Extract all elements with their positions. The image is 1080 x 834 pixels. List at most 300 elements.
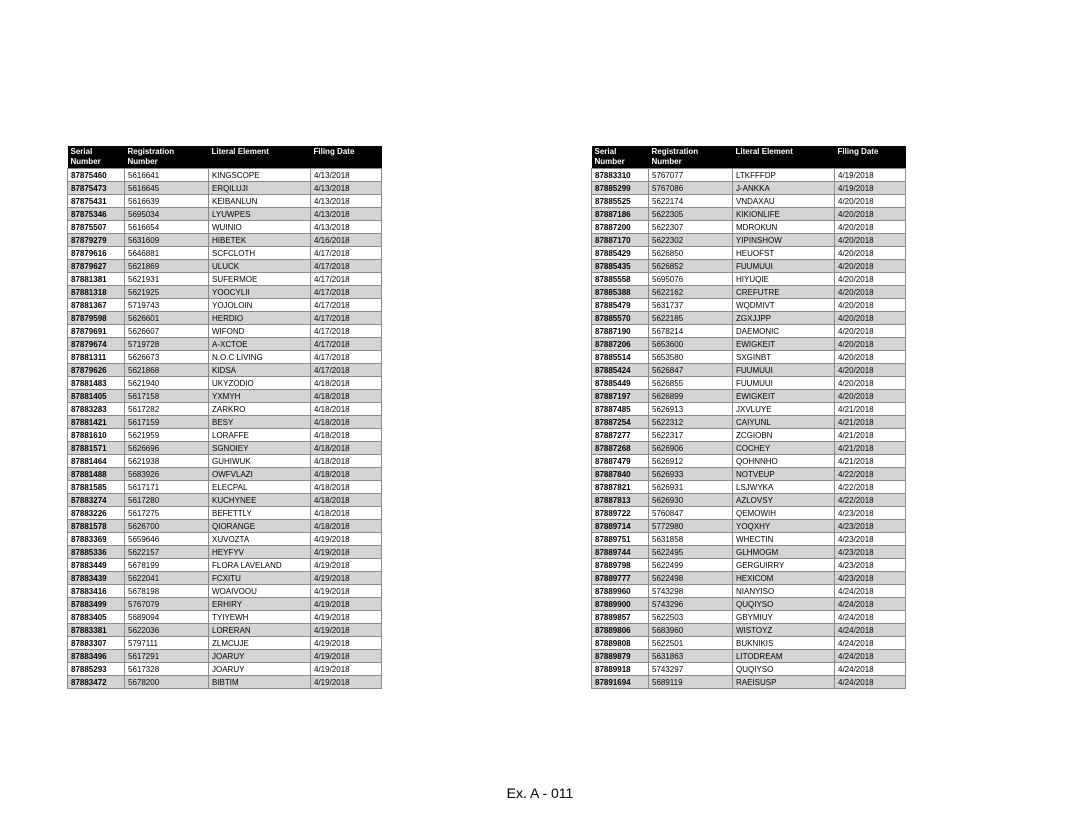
literal-element-cell: QOHNNHO [733, 455, 835, 468]
filing-date-cell: 4/21/2018 [835, 416, 906, 429]
serial-number-cell: 87875473 [68, 182, 125, 195]
serial-number-cell: 87889806 [592, 624, 649, 637]
table-row [68, 325, 382, 338]
filing-date-cell: 4/23/2018 [835, 533, 906, 546]
serial-number-cell: 87879626 [68, 364, 125, 377]
table-row [592, 533, 906, 546]
filing-date-cell: 4/18/2018 [311, 481, 382, 494]
table-row [592, 442, 906, 455]
table-row [68, 234, 382, 247]
literal-element-cell: JOARUY [209, 663, 311, 676]
serial-number-cell: 87883472 [68, 676, 125, 689]
registration-number-cell: 5626673 [125, 351, 209, 364]
table-row [68, 195, 382, 208]
filing-date-cell: 4/17/2018 [311, 312, 382, 325]
serial-number-cell: 87883283 [68, 403, 125, 416]
table-row [592, 299, 906, 312]
filing-date-cell: 4/16/2018 [311, 234, 382, 247]
literal-element-cell: FLORA LAVELAND [209, 559, 311, 572]
filing-date-cell: 4/20/2018 [835, 195, 906, 208]
registration-number-cell: 5767079 [125, 598, 209, 611]
table-row [592, 429, 906, 442]
table-row [592, 169, 906, 182]
registration-number-cell: 5617158 [125, 390, 209, 403]
serial-number-cell: 87883439 [68, 572, 125, 585]
literal-element-cell: HEUOFST [733, 247, 835, 260]
serial-number-cell: 87883499 [68, 598, 125, 611]
filing-date-cell: 4/19/2018 [311, 650, 382, 663]
serial-number-cell: 87879279 [68, 234, 125, 247]
table-row [592, 403, 906, 416]
registration-number-cell: 5678198 [125, 585, 209, 598]
literal-element-cell: RAEISUSP [733, 676, 835, 689]
table-row [592, 260, 906, 273]
serial-number-cell: 87889798 [592, 559, 649, 572]
literal-element-cell: TYIYEWH [209, 611, 311, 624]
serial-number-cell: 87883274 [68, 494, 125, 507]
filing-date-cell: 4/23/2018 [835, 572, 906, 585]
filing-date-cell: 4/13/2018 [311, 182, 382, 195]
table-row [592, 312, 906, 325]
table-header-row [592, 146, 906, 169]
literal-element-cell: KINGSCOPE [209, 169, 311, 182]
filing-date-cell: 4/24/2018 [835, 637, 906, 650]
serial-number-cell: 87875431 [68, 195, 125, 208]
serial-number-cell: 87879691 [68, 325, 125, 338]
filing-date-cell: 4/17/2018 [311, 364, 382, 377]
table-row [592, 546, 906, 559]
registration-number-cell: 5617159 [125, 416, 209, 429]
filing-date-cell: 4/18/2018 [311, 520, 382, 533]
literal-element-cell: SGNOIEY [209, 442, 311, 455]
literal-element-cell: SUFERMOE [209, 273, 311, 286]
serial-number-cell: 87889960 [592, 585, 649, 598]
header-serial-number: Serial Number [68, 146, 125, 169]
filing-date-cell: 4/19/2018 [311, 676, 382, 689]
literal-element-cell: ERHIRY [209, 598, 311, 611]
filing-date-cell: 4/21/2018 [835, 429, 906, 442]
filing-date-cell: 4/18/2018 [311, 494, 382, 507]
serial-number-cell: 87879674 [68, 338, 125, 351]
filing-date-cell: 4/23/2018 [835, 546, 906, 559]
literal-element-cell: ZARKRO [209, 403, 311, 416]
literal-element-cell: DAEMONIC [733, 325, 835, 338]
table-row [68, 559, 382, 572]
table-header-row [68, 146, 382, 169]
registration-number-cell: 5659646 [125, 533, 209, 546]
table-row [68, 429, 382, 442]
serial-number-cell: 87875507 [68, 221, 125, 234]
table-row [592, 637, 906, 650]
literal-element-cell: WISTOYZ [733, 624, 835, 637]
filing-date-cell: 4/13/2018 [311, 221, 382, 234]
registration-number-cell: 5621938 [125, 455, 209, 468]
literal-element-cell: OWFVLAZI [209, 468, 311, 481]
literal-element-cell: XUVOZTA [209, 533, 311, 546]
filing-date-cell: 4/20/2018 [835, 338, 906, 351]
registration-number-cell: 5626696 [125, 442, 209, 455]
literal-element-cell: YOOCYLII [209, 286, 311, 299]
table-row [592, 416, 906, 429]
left-trademark-table [67, 146, 382, 689]
table-row [68, 260, 382, 273]
registration-number-cell: 5616641 [125, 169, 209, 182]
literal-element-cell: YOQXHY [733, 520, 835, 533]
registration-number-cell: 5622317 [649, 429, 733, 442]
registration-number-cell: 5616645 [125, 182, 209, 195]
serial-number-cell: 87887186 [592, 208, 649, 221]
registration-number-cell: 5617171 [125, 481, 209, 494]
literal-element-cell: FCXITU [209, 572, 311, 585]
table-row [68, 663, 382, 676]
filing-date-cell: 4/20/2018 [835, 247, 906, 260]
literal-element-cell: AZLOVSY [733, 494, 835, 507]
filing-date-cell: 4/24/2018 [835, 663, 906, 676]
registration-number-cell: 5617280 [125, 494, 209, 507]
filing-date-cell: 4/24/2018 [835, 611, 906, 624]
serial-number-cell: 87881488 [68, 468, 125, 481]
filing-date-cell: 4/20/2018 [835, 208, 906, 221]
registration-number-cell: 5626850 [649, 247, 733, 260]
registration-number-cell: 5617291 [125, 650, 209, 663]
table-row [592, 455, 906, 468]
serial-number-cell: 87885388 [592, 286, 649, 299]
filing-date-cell: 4/19/2018 [311, 663, 382, 676]
serial-number-cell: 87887170 [592, 234, 649, 247]
table-row [68, 494, 382, 507]
serial-number-cell: 87889857 [592, 611, 649, 624]
registration-number-cell: 5772980 [649, 520, 733, 533]
filing-date-cell: 4/17/2018 [311, 299, 382, 312]
registration-number-cell: 5622503 [649, 611, 733, 624]
filing-date-cell: 4/19/2018 [311, 611, 382, 624]
literal-element-cell: QEMOWIH [733, 507, 835, 520]
registration-number-cell: 5621869 [125, 260, 209, 273]
registration-number-cell: 5743296 [649, 598, 733, 611]
table-row [592, 624, 906, 637]
table-row [68, 481, 382, 494]
registration-number-cell: 5622174 [649, 195, 733, 208]
filing-date-cell: 4/20/2018 [835, 221, 906, 234]
filing-date-cell: 4/22/2018 [835, 468, 906, 481]
serial-number-cell: 87885429 [592, 247, 649, 260]
filing-date-cell: 4/13/2018 [311, 169, 382, 182]
filing-date-cell: 4/24/2018 [835, 650, 906, 663]
header-filing-date: Filing Date [311, 146, 382, 169]
registration-number-cell: 5743297 [649, 663, 733, 676]
exhibit-label: Ex. A - 011 [506, 785, 574, 801]
registration-number-cell: 5622312 [649, 416, 733, 429]
registration-number-cell: 5621925 [125, 286, 209, 299]
registration-number-cell: 5767086 [649, 182, 733, 195]
serial-number-cell: 87883369 [68, 533, 125, 546]
literal-element-cell: ULUCK [209, 260, 311, 273]
registration-number-cell: 5617282 [125, 403, 209, 416]
table-row [592, 676, 906, 689]
registration-number-cell: 5622162 [649, 286, 733, 299]
registration-number-cell: 5653600 [649, 338, 733, 351]
serial-number-cell: 87883416 [68, 585, 125, 598]
table-row [592, 598, 906, 611]
serial-number-cell: 87885570 [592, 312, 649, 325]
table-row [68, 338, 382, 351]
filing-date-cell: 4/17/2018 [311, 286, 382, 299]
filing-date-cell: 4/19/2018 [311, 546, 382, 559]
filing-date-cell: 4/19/2018 [835, 182, 906, 195]
serial-number-cell: 87885558 [592, 273, 649, 286]
literal-element-cell: SCFCLOTH [209, 247, 311, 260]
filing-date-cell: 4/20/2018 [835, 377, 906, 390]
literal-element-cell: KEIBANLUN [209, 195, 311, 208]
serial-number-cell: 87883226 [68, 507, 125, 520]
registration-number-cell: 5767077 [649, 169, 733, 182]
literal-element-cell: JOARUY [209, 650, 311, 663]
filing-date-cell: 4/23/2018 [835, 507, 906, 520]
serial-number-cell: 87879627 [68, 260, 125, 273]
table-row [68, 455, 382, 468]
serial-number-cell: 87889900 [592, 598, 649, 611]
literal-element-cell: HEXICOM [733, 572, 835, 585]
registration-number-cell: 5621868 [125, 364, 209, 377]
serial-number-cell: 87881610 [68, 429, 125, 442]
registration-number-cell: 5626601 [125, 312, 209, 325]
header-literal-element: Literal Element [209, 146, 311, 169]
filing-date-cell: 4/22/2018 [835, 481, 906, 494]
table-row [68, 299, 382, 312]
literal-element-cell: GUHIWUK [209, 455, 311, 468]
filing-date-cell: 4/19/2018 [835, 169, 906, 182]
filing-date-cell: 4/18/2018 [311, 403, 382, 416]
literal-element-cell: LORAFFE [209, 429, 311, 442]
table-row [592, 351, 906, 364]
registration-number-cell: 5621931 [125, 273, 209, 286]
registration-number-cell: 5683960 [649, 624, 733, 637]
filing-date-cell: 4/18/2018 [311, 455, 382, 468]
literal-element-cell: HIYUQIE [733, 273, 835, 286]
literal-element-cell: EWIGKEIT [733, 338, 835, 351]
table-row [68, 598, 382, 611]
literal-element-cell: ZLMCUJE [209, 637, 311, 650]
registration-number-cell: 5622157 [125, 546, 209, 559]
literal-element-cell: LYUWPES [209, 208, 311, 221]
filing-date-cell: 4/20/2018 [835, 273, 906, 286]
registration-number-cell: 5646881 [125, 247, 209, 260]
header-registration-number: Registration Number [649, 146, 733, 169]
serial-number-cell: 87881367 [68, 299, 125, 312]
serial-number-cell: 87885424 [592, 364, 649, 377]
table-row [68, 286, 382, 299]
table-row [592, 390, 906, 403]
filing-date-cell: 4/20/2018 [835, 312, 906, 325]
literal-element-cell: WUINIO [209, 221, 311, 234]
table-row [68, 442, 382, 455]
table-row [68, 533, 382, 546]
table-row [592, 585, 906, 598]
filing-date-cell: 4/18/2018 [311, 429, 382, 442]
registration-number-cell: 5622498 [649, 572, 733, 585]
table-row [592, 377, 906, 390]
filing-date-cell: 4/17/2018 [311, 247, 382, 260]
literal-element-cell: ELECPAL [209, 481, 311, 494]
table-row [592, 221, 906, 234]
registration-number-cell: 5631858 [649, 533, 733, 546]
literal-element-cell: BIBTIM [209, 676, 311, 689]
serial-number-cell: 87885525 [592, 195, 649, 208]
filing-date-cell: 4/21/2018 [835, 403, 906, 416]
registration-number-cell: 5797111 [125, 637, 209, 650]
serial-number-cell: 87881381 [68, 273, 125, 286]
registration-number-cell: 5616639 [125, 195, 209, 208]
table-row [68, 273, 382, 286]
registration-number-cell: 5631609 [125, 234, 209, 247]
table-row [592, 494, 906, 507]
table-row [592, 182, 906, 195]
serial-number-cell: 87887206 [592, 338, 649, 351]
serial-number-cell: 87891694 [592, 676, 649, 689]
header-literal-element: Literal Element [733, 146, 835, 169]
registration-number-cell: 5626906 [649, 442, 733, 455]
filing-date-cell: 4/20/2018 [835, 234, 906, 247]
literal-element-cell: BUKNIKIS [733, 637, 835, 650]
literal-element-cell: YXMYH [209, 390, 311, 403]
serial-number-cell: 87885336 [68, 546, 125, 559]
filing-date-cell: 4/20/2018 [835, 325, 906, 338]
table-row [68, 637, 382, 650]
serial-number-cell: 87881571 [68, 442, 125, 455]
serial-number-cell: 87889879 [592, 650, 649, 663]
table-row [68, 611, 382, 624]
registration-number-cell: 5678214 [649, 325, 733, 338]
table-row [68, 650, 382, 663]
literal-element-cell: QIORANGE [209, 520, 311, 533]
registration-number-cell: 5622305 [649, 208, 733, 221]
serial-number-cell: 87887813 [592, 494, 649, 507]
serial-number-cell: 87887190 [592, 325, 649, 338]
table-row [592, 273, 906, 286]
literal-element-cell: QUQIYSO [733, 663, 835, 676]
serial-number-cell: 87885435 [592, 260, 649, 273]
serial-number-cell: 87887254 [592, 416, 649, 429]
registration-number-cell: 5626847 [649, 364, 733, 377]
table-row [68, 182, 382, 195]
registration-number-cell: 5622185 [649, 312, 733, 325]
table-row [68, 585, 382, 598]
serial-number-cell: 87883449 [68, 559, 125, 572]
literal-element-cell: LITODREAM [733, 650, 835, 663]
table-row [592, 208, 906, 221]
filing-date-cell: 4/23/2018 [835, 559, 906, 572]
filing-date-cell: 4/20/2018 [835, 390, 906, 403]
table-row [592, 286, 906, 299]
filing-date-cell: 4/18/2018 [311, 416, 382, 429]
table-row [592, 338, 906, 351]
registration-number-cell: 5622501 [649, 637, 733, 650]
registration-number-cell: 5621959 [125, 429, 209, 442]
serial-number-cell: 87879598 [68, 312, 125, 325]
registration-number-cell: 5622302 [649, 234, 733, 247]
filing-date-cell: 4/19/2018 [311, 585, 382, 598]
registration-number-cell: 5616654 [125, 221, 209, 234]
serial-number-cell: 87885299 [592, 182, 649, 195]
table-row [592, 195, 906, 208]
serial-number-cell: 87889714 [592, 520, 649, 533]
table-row [592, 520, 906, 533]
table-row [592, 572, 906, 585]
registration-number-cell: 5626855 [649, 377, 733, 390]
literal-element-cell: HEYFYV [209, 546, 311, 559]
registration-number-cell: 5719743 [125, 299, 209, 312]
serial-number-cell: 87881585 [68, 481, 125, 494]
registration-number-cell: 5626899 [649, 390, 733, 403]
registration-number-cell: 5683926 [125, 468, 209, 481]
literal-element-cell: KUCHYNEE [209, 494, 311, 507]
serial-number-cell: 87885514 [592, 351, 649, 364]
table-row [68, 169, 382, 182]
filing-date-cell: 4/23/2018 [835, 520, 906, 533]
table-row [68, 416, 382, 429]
literal-element-cell: LSJWYKA [733, 481, 835, 494]
literal-element-cell: N.O.C LIVING [209, 351, 311, 364]
table-row [592, 507, 906, 520]
literal-element-cell: BESY [209, 416, 311, 429]
table-row [592, 611, 906, 624]
literal-element-cell: COCHEY [733, 442, 835, 455]
table-row [68, 364, 382, 377]
right-trademark-table [591, 146, 906, 689]
literal-element-cell: KIDSA [209, 364, 311, 377]
table-row [68, 624, 382, 637]
registration-number-cell: 5719728 [125, 338, 209, 351]
serial-number-cell: 87883307 [68, 637, 125, 650]
filing-date-cell: 4/19/2018 [311, 624, 382, 637]
serial-number-cell: 87883405 [68, 611, 125, 624]
literal-element-cell: KIKIONLIFE [733, 208, 835, 221]
literal-element-cell: LORERAN [209, 624, 311, 637]
registration-number-cell: 5653580 [649, 351, 733, 364]
filing-date-cell: 4/20/2018 [835, 351, 906, 364]
filing-date-cell: 4/24/2018 [835, 585, 906, 598]
filing-date-cell: 4/20/2018 [835, 364, 906, 377]
table-row [68, 247, 382, 260]
serial-number-cell: 87889744 [592, 546, 649, 559]
table-row [68, 468, 382, 481]
registration-number-cell: 5678200 [125, 676, 209, 689]
literal-element-cell: JXVLUYE [733, 403, 835, 416]
table-row [592, 559, 906, 572]
registration-number-cell: 5622495 [649, 546, 733, 559]
table-row [592, 650, 906, 663]
table-row [68, 676, 382, 689]
table-row [592, 325, 906, 338]
filing-date-cell: 4/18/2018 [311, 468, 382, 481]
registration-number-cell: 5689119 [649, 676, 733, 689]
filing-date-cell: 4/22/2018 [835, 494, 906, 507]
serial-number-cell: 87885479 [592, 299, 649, 312]
filing-date-cell: 4/18/2018 [311, 377, 382, 390]
literal-element-cell: ERQILUJI [209, 182, 311, 195]
serial-number-cell: 87883310 [592, 169, 649, 182]
table-row [592, 663, 906, 676]
table-row [592, 247, 906, 260]
serial-number-cell: 87875460 [68, 169, 125, 182]
literal-element-cell: UKYZODIO [209, 377, 311, 390]
table-row [68, 221, 382, 234]
registration-number-cell: 5626930 [649, 494, 733, 507]
filing-date-cell: 4/19/2018 [311, 637, 382, 650]
table-row [592, 468, 906, 481]
registration-number-cell: 5760847 [649, 507, 733, 520]
registration-number-cell: 5626607 [125, 325, 209, 338]
